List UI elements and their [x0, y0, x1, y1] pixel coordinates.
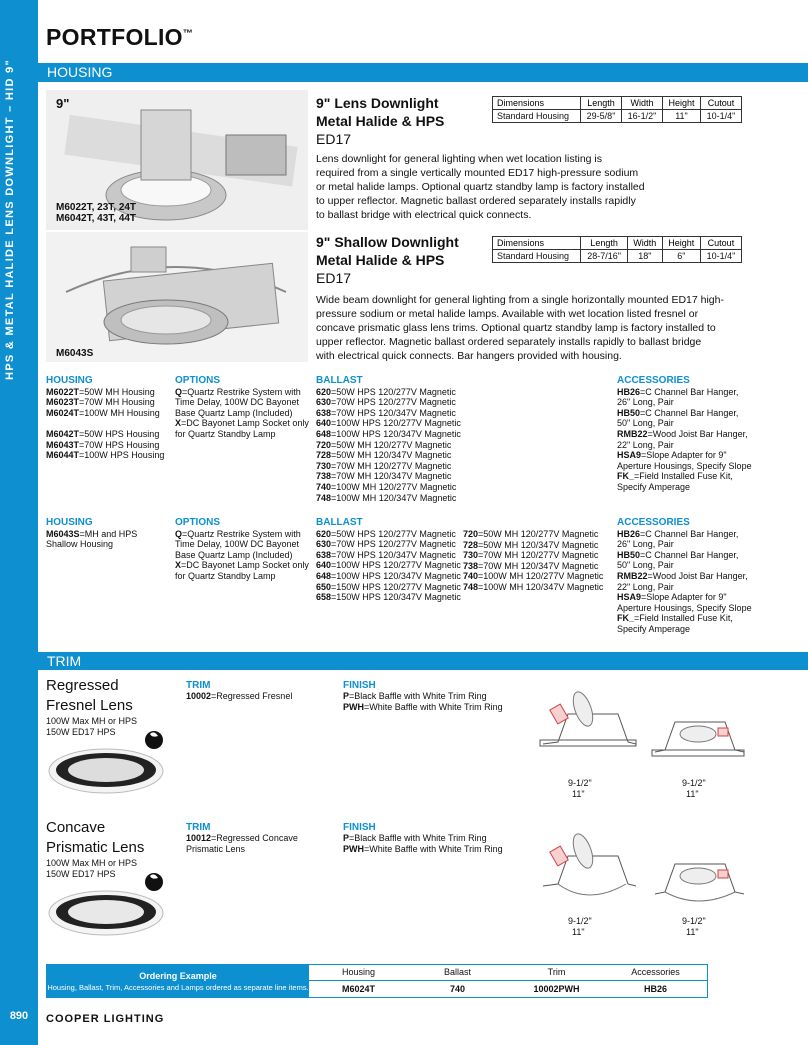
- spec2-accessories: ACCESSORIES HB26=C Channel Bar Hanger, 26" Long, Pair HB50=C Channel Bar Hanger, 50" Long, Pair RMB22=Wood Joist Bar Hanger, 22" Long, Pair HSA9=Slope Adapter for 9" Aperture Housings, Specify Slope FK_=Field Installed Fuse Kit, Specify Amperage: [617, 517, 752, 634]
- product-photo-2: [46, 232, 308, 362]
- trim1-section-drawing-a: [538, 684, 638, 774]
- trim2-dim-a: 9-1/2": [568, 916, 592, 926]
- trim1-dim-a: 9-1/2": [568, 778, 592, 788]
- spec2-ballast: BALLAST 620=50W HPS 120/277V Magnetic 630=70W HPS 120/277V Magnetic 638=70W HPS 120/347V Magnetic 640=100W HPS 120/277V Magnetic 648=100W HPS 120/347V Magnetic 650=150W HPS 120/277V Magnetic 658=150W HPS 120/347V Magnetic: [316, 517, 461, 603]
- housing-option: M6043T=70W HPS Housing: [46, 439, 160, 450]
- photo-size-label: 9": [56, 96, 70, 111]
- option-item: Q=Quartz Restrike System with: [175, 528, 301, 539]
- accessory-item: HB50=C Channel Bar Hanger,: [617, 407, 739, 418]
- trim1-finish-heading: FINISH: [343, 680, 376, 691]
- trim1-finish-values: P=Black Baffle with White Trim Ring PWH=White Baffle with White Trim Ring: [343, 691, 503, 712]
- ballast-item: 740=100W MH 120/277V Magnetic: [463, 571, 604, 582]
- housing-option: M6022T=50W MH Housing: [46, 386, 155, 397]
- order-header-trim: Trim: [547, 967, 566, 977]
- ballast-item: 630=70W HPS 120/277V Magnetic: [316, 397, 456, 408]
- ballast-item: 650=150W HPS 120/277V Magnetic: [316, 581, 461, 592]
- product-2-description: Wide beam downlight for general lighting from a single horizontally mounted ED17 high- pressure sodium or metal halide lamps. Available with wet location listed fresnel or concave prismatic glass lens trims. Optional quartz standby lamp is factory installed to upper reflector. Magnetic ballast ordered separately installs rapidly to ballast bridge with electrical quick connects. Bar hangers provided with housing.: [316, 294, 724, 362]
- housing-option: M6023T=70W MH Housing: [46, 397, 155, 408]
- ballast-item: 720=50W MH 120/277V Magnetic: [316, 439, 452, 450]
- trim2-trim-value: 10012=Regressed Concave Prismatic Lens: [186, 833, 298, 854]
- spec1-accessories: ACCESSORIES HB26=C Channel Bar Hanger, 26" Long, Pair HB50=C Channel Bar Hanger, 50" Long, Pair RMB22=Wood Joist Bar Hanger, 22" Long, Pair HSA9=Slope Adapter for 9" Aperture Housings, Specify Slope FK_=Field Installed Fuse Kit, Specify Amperage: [617, 375, 752, 492]
- product-2-title: 9" Shallow Downlight Metal Halide & HPS ED17: [316, 234, 459, 286]
- dimensions-table-1: Dimensions Length Width Height Cutout Standard Housing 29-5/8" 16-1/2" 11" 10-1/4": [492, 96, 742, 123]
- spec1-ballast: BALLAST 620=50W HPS 120/277V Magnetic 630=70W HPS 120/277V Magnetic 638=70W HPS 120/347V Magnetic 640=100W HPS 120/277V Magnetic 648=100W HPS 120/347V Magnetic 720=50W MH 120/277V Magnetic 728=50W MH 120/347V Magnetic 730=70W MH 120/277V Magnetic 738=70W MH 120/347V Magnetic 740=100W MH 120/277V Magnetic 748=100W MH 120/347V Magnetic: [316, 375, 461, 503]
- accessory-item: HSA9=Slope Adapter for 9": [617, 592, 727, 603]
- accessory-item: 22" Long, Pair: [617, 581, 674, 592]
- page-title: PORTFOLIO™: [46, 24, 194, 50]
- ballast-item: 638=70W HPS 120/347V Magnetic: [316, 407, 456, 418]
- housing-option: [46, 418, 164, 429]
- side-title: HPS & METAL HALIDE LENS DOWNLIGHT – HID 9": [4, 59, 16, 380]
- page-number: 890: [9, 1010, 29, 1022]
- spec2-options: OPTIONS Q=Quartz Restrike System with Time Delay, 100W DC Bayonet Base Quartz Lamp (Included) X=DC Bayonet Lamp Socket only for Quartz Standby Lamp: [175, 517, 309, 581]
- accessory-item: HB50=C Channel Bar Hanger,: [617, 549, 739, 560]
- accessory-item: 22" Long, Pair: [617, 439, 674, 450]
- spec1-housing: HOUSING M6022T=50W MH Housing M6023T=70W MH Housing M6024T=100W MH Housing M6042T=50W HPS Housing M6043T=70W HPS Housing M6044T=100W HPS Housing: [46, 375, 165, 461]
- trim2-trim-heading: TRIM: [186, 822, 211, 833]
- ballast-item: 730=70W MH 120/277V Magnetic: [316, 460, 452, 471]
- accessory-item: 50" Long, Pair: [617, 560, 674, 571]
- trim1-name: Regressed Fresnel Lens: [46, 677, 133, 714]
- accessory-item: 26" Long, Pair: [617, 397, 674, 408]
- accessory-item: 26" Long, Pair: [617, 539, 674, 550]
- fresnel-trim-image: [46, 746, 166, 796]
- trim2-finish-heading: FINISH: [343, 822, 376, 833]
- trim1-trim-value: 10002=Regressed Fresnel: [186, 691, 293, 701]
- section-bar-housing: HOUSING: [38, 63, 808, 82]
- ballast-item: 728=50W MH 120/347V Magnetic: [316, 450, 452, 461]
- trim2-section-drawing-a: [538, 826, 638, 916]
- option-item: Q=Quartz Restrike System with: [175, 386, 301, 397]
- ballast-item: 620=50W HPS 120/277V Magnetic: [316, 386, 456, 397]
- ballast-item: 640=100W HPS 120/277V Magnetic: [316, 418, 461, 429]
- ballast-item: 648=100W HPS 120/347V Magnetic: [316, 570, 461, 581]
- ballast-item: 748=100W MH 120/347V Magnetic: [463, 581, 604, 592]
- accessory-item: FK_=Field Installed Fuse Kit,: [617, 613, 733, 624]
- option-item: X=DC Bayonet Lamp Socket only: [175, 560, 309, 571]
- trim1-section-drawing-b: [650, 712, 746, 774]
- section-bar-trim: TRIM: [38, 652, 808, 670]
- footer-brand: COOPER LIGHTING: [46, 1013, 165, 1025]
- trim2-dim-b: 11": [572, 927, 585, 937]
- ordering-label: Ordering Example Housing, Ballast, Trim, Accessories and Lamps ordered as separate line items.: [47, 965, 309, 997]
- accessory-item: Specify Amperage: [617, 623, 691, 634]
- side-bar: [0, 0, 38, 1045]
- order-value-ballast: 740: [449, 984, 466, 994]
- housing-option: M6042T=50W HPS Housing: [46, 428, 160, 439]
- accessory-item: RMB22=Wood Joist Bar Hanger,: [617, 428, 748, 439]
- option-item: Time Delay, 100W DC Bayonet: [175, 397, 300, 408]
- trim2-finish-values: P=Black Baffle with White Trim Ring PWH=White Baffle with White Trim Ring: [343, 833, 503, 854]
- accessory-item: 50" Long, Pair: [617, 418, 674, 429]
- ballast-item: 720=50W MH 120/277V Magnetic: [463, 529, 599, 539]
- accessory-item: FK_=Field Installed Fuse Kit,: [617, 471, 733, 482]
- housing-option: M6043S=MH and HPS: [46, 528, 138, 539]
- order-header-ballast: Ballast: [443, 967, 471, 977]
- accessory-item: HB26=C Channel Bar Hanger,: [617, 528, 739, 539]
- ballast-item: 658=150W HPS 120/347V Magnetic: [316, 592, 461, 603]
- order-value-housing: M6024T: [341, 984, 376, 994]
- accessory-item: Aperture Housings, Specify Slope: [617, 460, 752, 471]
- spec2-ballast-b: [463, 529, 603, 593]
- housing-option: M6044T=100W HPS Housing: [46, 450, 165, 461]
- ballast-item: 748=100W MH 120/347V Magnetic: [316, 492, 457, 503]
- option-item: Base Quartz Lamp (Included): [175, 407, 293, 418]
- ballast-item: 630=70W HPS 120/277V Magnetic: [316, 539, 456, 550]
- accessory-item: Specify Amperage: [617, 481, 691, 492]
- order-value-accessories: HB26: [643, 984, 667, 994]
- product-1-title: 9" Lens Downlight Metal Halide & HPS ED17: [316, 95, 445, 147]
- trim2-dim-d: 11": [686, 927, 699, 937]
- photo-model-shallow: M6043S: [56, 348, 94, 359]
- ballast-item: 640=100W HPS 120/277V Magnetic: [316, 560, 461, 571]
- option-item: for Quartz Standby Lamp: [175, 570, 276, 581]
- trim2-dim-c: 9-1/2": [682, 916, 706, 926]
- housing-option: M6024T=100W MH Housing: [46, 407, 160, 418]
- ballast-item: 638=70W HPS 120/347V Magnetic: [316, 549, 456, 560]
- trim1-dim-c: 9-1/2": [682, 778, 706, 788]
- option-item: X=DC Bayonet Lamp Socket only: [175, 418, 309, 429]
- prismatic-trim-image: [46, 888, 166, 938]
- ballast-item: 648=100W HPS 120/347V Magnetic: [316, 428, 461, 439]
- ballast-item: 738=70W MH 120/347V Magnetic: [316, 471, 452, 482]
- order-header-housing: Housing: [341, 967, 376, 977]
- ballast-item: 738=70W MH 120/347V Magnetic: [463, 560, 599, 571]
- option-item: for Quartz Standby Lamp: [175, 428, 276, 439]
- trim1-sub: 100W Max MH or HPS 150W ED17 HPS: [46, 716, 138, 737]
- accessory-item: RMB22=Wood Joist Bar Hanger,: [617, 570, 748, 581]
- ballast-item: 620=50W HPS 120/277V Magnetic: [316, 528, 456, 539]
- product-photo-1: [46, 90, 308, 230]
- trim2-section-drawing-b: [650, 854, 746, 916]
- photo-model-1: M6022T, 23T, 24T: [56, 202, 137, 213]
- trim1-dim-d: 11": [686, 789, 699, 799]
- trim2-sub: 100W Max MH or HPS 150W ED17 HPS: [46, 858, 138, 879]
- dimensions-table-2: Dimensions Length Width Height Cutout Standard Housing 28-7/16" 18" 6" 10-1/4": [492, 236, 742, 263]
- order-header-accessories: Accessories: [631, 967, 680, 977]
- accessory-item: HB26=C Channel Bar Hanger,: [617, 386, 739, 397]
- trim1-trim-heading: TRIM: [186, 680, 211, 691]
- accessory-item: Aperture Housings, Specify Slope: [617, 602, 752, 613]
- side-title-wrap: [4, 59, 34, 410]
- ballast-item: 730=70W MH 120/277V Magnetic: [463, 550, 599, 561]
- accessory-item: HSA9=Slope Adapter for 9": [617, 450, 727, 461]
- photo-model-2: M6042T, 43T, 44T: [56, 213, 137, 224]
- ballast-item: 728=50W MH 120/347V Magnetic: [463, 539, 599, 550]
- option-item: Time Delay, 100W DC Bayonet: [175, 539, 300, 550]
- order-value-trim: 10002PWH: [533, 984, 580, 994]
- option-item: Base Quartz Lamp (Included): [175, 549, 293, 560]
- housing-option: Shallow Housing: [46, 539, 114, 550]
- spec2-housing: HOUSING M6043S=MH and HPS Shallow Housing: [46, 517, 138, 550]
- shallow-downlight-illustration: [46, 232, 308, 362]
- product-1-description: Lens downlight for general lighting when wet location listing is required from a single vertically mounted ED17 high-pressure sodium or metal halide lamps. Optional quartz standby lamp is factory installed to upper reflector. Magnetic ballast ordered separately installs rapidly to ballast bridge with electrical quick connects.: [316, 153, 645, 221]
- spec1-options: OPTIONS Q=Quartz Restrike System with Time Delay, 100W DC Bayonet Base Quartz Lamp (Included) X=DC Bayonet Lamp Socket only for Quartz Standby Lamp: [175, 375, 309, 439]
- ordering-example: [46, 964, 708, 998]
- ballast-item: 740=100W MH 120/277V Magnetic: [316, 481, 457, 492]
- trim2-name: Concave Prismatic Lens: [46, 819, 145, 856]
- trim1-dim-b: 11": [572, 789, 585, 799]
